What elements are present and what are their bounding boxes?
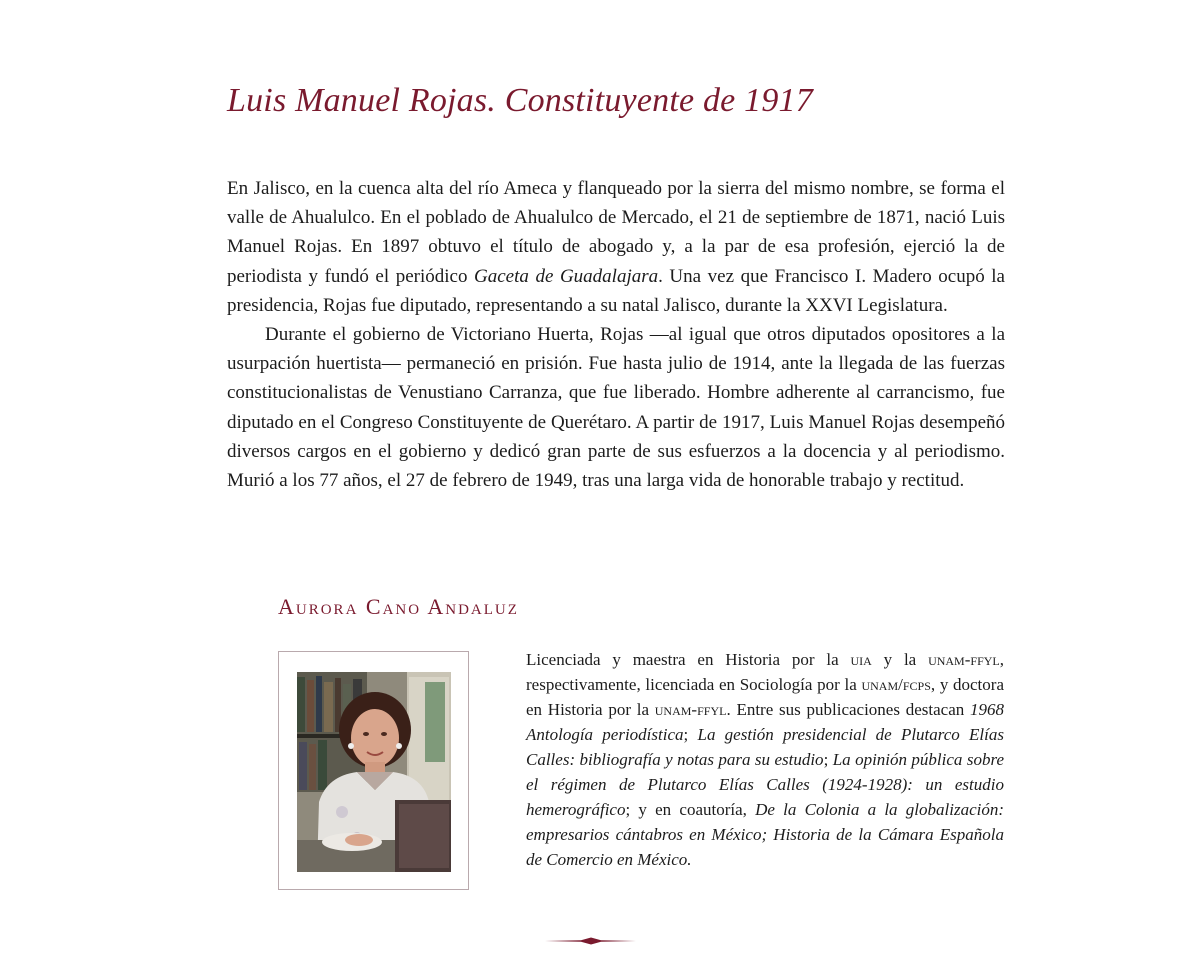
paragraph-2: Durante el gobierno de Victoriano Huerta, Rojas —al igual que otros diputados opositores a la usurpación huertista— permaneció en prisión. Fue hasta julio de 1914, ante la llegada de las fuerzas constitucionalistas de Venustiano Carranza, que fue liberado. Hombre adherente al carrancismo, fue diputado en el Congreso Constituyente de Querétaro. A partir de 1917, Luis Manuel Rojas desempeñó diversos cargos en el gobierno y dedicó gran parte de sus esfuerzos a la docencia y al periodismo. Murió a los 77 años, el 27 de febrero de 1949, tras una larga vida de honorable trabajo y rectitud. bbox=[227, 324, 1005, 492]
bio-text: , y doctora en Historia por la bbox=[526, 675, 1004, 719]
bio-acronym-uia: uia bbox=[850, 650, 872, 669]
article-body bbox=[227, 174, 1005, 495]
bio-text: , respectivamente, licenciada en Sociología por la bbox=[526, 650, 1004, 694]
bio-text: ; y en coautoría, bbox=[625, 800, 756, 819]
publication-title: De la Colonia a la globalización: empresarios cántabros en México; Historia de la Cámara Española de Comercio en México. bbox=[526, 800, 1004, 869]
author-bio bbox=[526, 647, 1004, 872]
paragraph-1 bbox=[227, 174, 1005, 320]
author-photo-frame bbox=[278, 651, 469, 890]
bio-acronym-unam-ffyl: unam-ffyl bbox=[654, 700, 727, 719]
bio-text: Licenciada y maestra en Historia por la bbox=[526, 650, 851, 669]
bio-acronym-unam-ffyl: unam-ffyl bbox=[928, 650, 1000, 669]
publication-title: 1968 Antología periodística bbox=[526, 700, 1004, 744]
author-name: Aurora Cano Andaluz bbox=[278, 594, 519, 619]
bio-text: y la bbox=[871, 650, 929, 669]
bio-acronym-unam-fcps: unam/fcps bbox=[861, 675, 931, 694]
article-title: Luis Manuel Rojas. Constituyente de 1917 bbox=[227, 82, 813, 119]
bio-separator: ; bbox=[823, 750, 833, 769]
page-ornament-icon bbox=[545, 936, 637, 946]
author-portrait-illustration bbox=[297, 672, 451, 872]
publication-title: La gestión presidencial de Plutarco Elías Calles: bibliografía y notas para su estudio bbox=[526, 725, 1004, 769]
author-photo bbox=[297, 672, 451, 872]
paragraph-1-text-b: . Una vez que Francisco I. Madero ocupó la presidencia, Rojas fue diputado, representando a su natal Jalisco, durante la XXVI Legislatura. bbox=[227, 265, 1005, 316]
bio-text: . Entre sus publicaciones destacan bbox=[726, 700, 970, 719]
newspaper-title: Gaceta de Guadalajara bbox=[474, 265, 659, 287]
bio-separator: ; bbox=[683, 725, 698, 744]
paragraph-1-text-a: En Jalisco, en la cuenca alta del río Ameca y flanqueado por la sierra del mismo nombre, se forma el valle de Ahualulco. En el poblado de Ahualulco de Mercado, el 21 de septiembre de 1871, nació Luis Manuel Rojas. En 1897 obtuvo el título de abogado y, a la par de esa profesión, ejerció la de periodista y fundó el periódico bbox=[227, 178, 1005, 287]
publication-title: La opinión pública sobre el régimen de Plutarco Elías Calles (1924-1928): un estudio hemerográfico bbox=[526, 750, 1004, 819]
